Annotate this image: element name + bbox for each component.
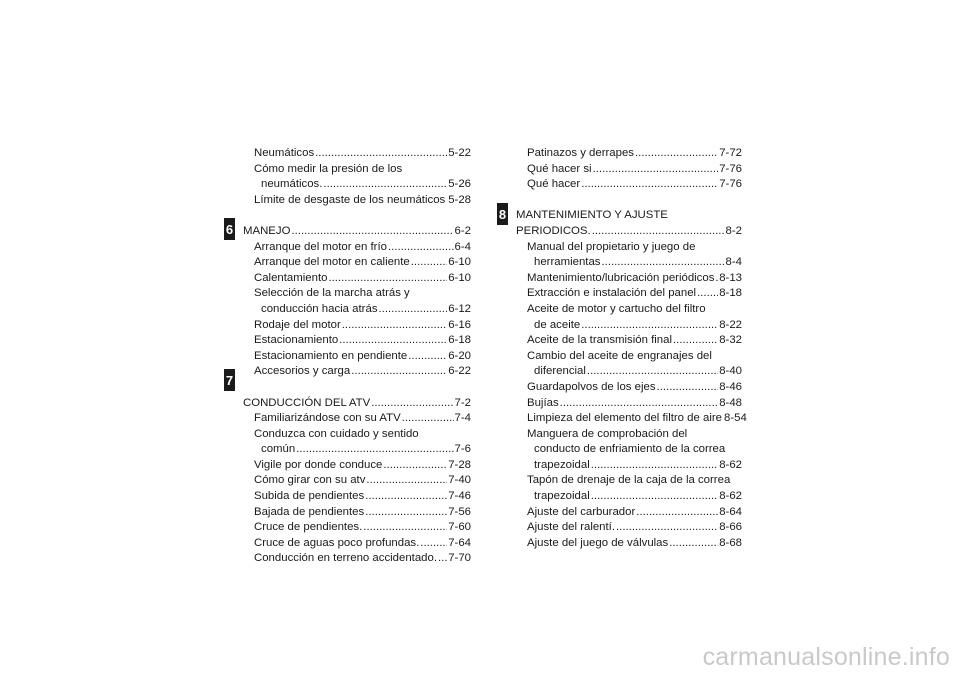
toc-entry-title: Accesorios y carga — [254, 365, 351, 378]
toc-entry-title: conducción hacia atrás — [261, 302, 378, 315]
toc-entry-title[interactable]: Cómo medir la presión de los — [254, 162, 403, 175]
toc-entry-title: neumáticos. — [261, 178, 323, 191]
toc-entry[interactable] — [516, 162, 742, 178]
toc-entry[interactable] — [516, 396, 742, 412]
toc-leader-dots — [715, 271, 718, 287]
toc-leader-dots — [592, 224, 725, 240]
toc-leader-dots — [438, 551, 447, 567]
spacer — [516, 193, 742, 209]
toc-entry-page: 8-40 — [719, 365, 742, 378]
toc-entry-title: común — [261, 443, 296, 456]
toc-entry-page: 8-32 — [719, 334, 742, 347]
toc-entry[interactable] — [516, 458, 742, 474]
toc-entry-page: 7-46 — [448, 490, 471, 503]
toc-entry-page: 5-22 — [448, 147, 471, 159]
toc-leader-dots — [365, 505, 447, 521]
toc-leader-dots — [328, 271, 447, 287]
toc-entry[interactable] — [516, 177, 742, 193]
toc-leader-dots — [383, 458, 447, 474]
toc-leader-dots — [365, 489, 447, 505]
toc-entry-page: 8-66 — [719, 521, 742, 534]
toc-leader-dots — [323, 177, 447, 193]
toc-leader-dots — [616, 520, 718, 536]
toc-entry-title[interactable]: Tapón de drenaje de la caja de la correa — [527, 474, 731, 487]
spacer — [243, 380, 471, 396]
toc-entry[interactable] — [243, 551, 471, 567]
toc-entry[interactable] — [516, 380, 742, 396]
toc-entry-title: herramientas — [534, 256, 601, 269]
toc-entry-title: CONDUCCIÓN DEL ATV — [243, 396, 371, 409]
toc-entry-title: Extracción e instalación del panel — [527, 287, 697, 300]
toc-entry-title[interactable]: Conduzca con cuidado y sentido — [254, 427, 419, 440]
toc-entry-page: 7-70 — [448, 552, 471, 565]
toc-entry-page: 5-28 — [448, 193, 471, 206]
toc-column-left — [243, 146, 471, 567]
toc-entry-page: 7-28 — [448, 458, 471, 471]
toc-entry[interactable] — [243, 473, 471, 489]
toc-leader-dots — [342, 318, 447, 334]
toc-entry-title: MANEJO — [243, 224, 291, 237]
toc-entry[interactable] — [243, 146, 471, 162]
toc-section-8 — [516, 208, 747, 551]
toc-entry-page: 8-2 — [725, 224, 742, 237]
toc-entry-page: 7-64 — [448, 536, 471, 549]
toc-leader-dots — [296, 442, 453, 458]
toc-entry[interactable] — [243, 333, 471, 349]
toc-entry[interactable] — [516, 271, 742, 287]
toc-leader-dots — [560, 396, 719, 412]
toc-entry-page: 6-2 — [454, 224, 471, 237]
toc-leader-dots — [402, 411, 454, 427]
toc-block-tyres — [243, 146, 471, 208]
toc-entry-title: Neumáticos — [254, 147, 315, 159]
toc-entry-page: 8-62 — [719, 490, 742, 503]
toc-leader-dots — [697, 286, 718, 302]
toc-leader-dots — [339, 333, 447, 349]
toc-entry-title: Vigile por donde conduce — [254, 458, 383, 471]
toc-entry-title: Ajuste del carburador — [527, 505, 636, 518]
section-marker-7: 7 — [224, 369, 235, 391]
toc-entry-page: 8-64 — [719, 505, 742, 518]
toc-entry[interactable] — [243, 240, 471, 256]
toc-entry-page: 8-18 — [719, 287, 742, 300]
toc-leader-dots — [673, 333, 718, 349]
toc-entry-title: Cruce de pendientes. — [254, 521, 363, 534]
toc-entry[interactable] — [243, 505, 471, 521]
toc-leader-dots — [446, 193, 447, 209]
toc-entry-title[interactable]: Cambio del aceite de engranajes del — [527, 349, 712, 362]
toc-entry-page: 6-10 — [448, 256, 471, 269]
toc-entry-page: 7-6 — [454, 443, 471, 456]
toc-leader-dots — [291, 224, 453, 240]
toc-entry-title: Arranque del motor en frío — [254, 240, 387, 253]
toc-entry-page: 8-13 — [719, 271, 742, 284]
toc-entry-title: diferencial — [534, 365, 586, 378]
toc-leader-dots — [601, 255, 724, 271]
toc-entry[interactable] — [243, 271, 471, 287]
toc-entry-page: 7-60 — [448, 521, 471, 534]
toc-entry-title[interactable]: MANTENIMIENTO Y AJUSTE — [516, 209, 668, 222]
toc-entry-title: Estacionamiento en pendiente — [254, 349, 408, 362]
toc-entry[interactable] — [243, 193, 471, 209]
toc-entry[interactable] — [243, 349, 471, 365]
toc-entry-page: 8-68 — [719, 536, 742, 549]
toc-entry-title: trapezoidal — [534, 490, 590, 503]
toc-entry[interactable] — [516, 489, 742, 505]
toc-leader-dots — [315, 146, 447, 162]
toc-leader-dots — [363, 520, 447, 536]
toc-entry[interactable] — [516, 224, 742, 240]
toc-entry[interactable] — [243, 318, 471, 334]
toc-entry[interactable] — [243, 255, 471, 271]
toc-entry-title[interactable]: Selección de la marcha atrás y — [254, 287, 410, 300]
toc-entry-page: 8-54 — [724, 412, 747, 425]
toc-section-7 — [243, 396, 471, 568]
toc-leader-dots — [420, 536, 447, 552]
toc-entry-title: Aceite de la transmisión final — [527, 334, 672, 347]
toc-entry-title: Patinazos y derrapes — [527, 147, 635, 159]
toc-entry-page: 5-26 — [448, 178, 471, 191]
toc-entry-page: 7-76 — [719, 162, 742, 175]
toc-entry-title: Mantenimiento/lubricación periódicos — [527, 271, 715, 284]
toc-entry-page: 7-56 — [448, 505, 471, 518]
toc-entry-title[interactable]: Aceite de motor y cartucho del filtro — [527, 302, 706, 315]
toc-entry-page: 8-62 — [719, 458, 742, 471]
toc-leader-dots — [669, 536, 718, 552]
toc-entry-title: Qué hacer si — [527, 162, 592, 175]
toc-entry-page: 7-4 — [454, 412, 471, 425]
spacer — [243, 208, 471, 224]
toc-entry[interactable] — [243, 411, 471, 427]
toc-entry-title: Estacionamiento — [254, 334, 339, 347]
toc-entry-page: 7-72 — [719, 147, 742, 159]
toc-leader-dots — [408, 349, 447, 365]
toc-entry-page: 6-18 — [448, 334, 471, 347]
toc-entry-title: Qué hacer — [527, 178, 581, 191]
toc-leader-dots — [371, 396, 453, 412]
toc-entry[interactable] — [516, 505, 742, 521]
section-marker-6: 6 — [224, 218, 235, 240]
toc-entry-title: Límite de desgaste de los neumáticos — [254, 193, 446, 206]
toc-leader-dots — [587, 364, 718, 380]
toc-leader-dots — [635, 146, 718, 162]
toc-block-skids — [516, 146, 742, 193]
toc-leader-dots — [591, 489, 718, 505]
toc-entry-page: 8-48 — [719, 396, 742, 409]
toc-entry[interactable] — [516, 536, 742, 552]
toc-entry-page: 7-76 — [719, 178, 742, 191]
toc-entry-page: 6-12 — [448, 302, 471, 315]
toc-entry-title: Conducción en terreno accidentado. — [254, 552, 438, 565]
toc-entry[interactable] — [243, 442, 471, 458]
toc-leader-dots — [366, 473, 447, 489]
toc-entry[interactable] — [243, 520, 471, 536]
toc-entry[interactable] — [243, 536, 471, 552]
toc-column-right — [516, 146, 747, 551]
toc-entry-page: 7-40 — [448, 474, 471, 487]
toc-entry-page: 8-22 — [719, 318, 742, 331]
toc-entry-title: Bujías — [527, 396, 559, 409]
toc-entry[interactable] — [243, 458, 471, 474]
toc-entry-page: 8-46 — [719, 380, 742, 393]
toc-leader-dots — [581, 177, 718, 193]
toc-entry-title: Limpieza del elemento del filtro de aire — [527, 412, 723, 425]
toc-leader-dots — [351, 364, 447, 380]
toc-entry-page: 6-10 — [448, 271, 471, 284]
toc-entry-title[interactable]: Manguera de comprobación del — [527, 427, 688, 440]
toc-entry-title: Ajuste del ralentí. — [527, 521, 616, 534]
toc-entry-title: Guardapolvos de los ejes — [527, 380, 656, 393]
toc-entry[interactable] — [516, 333, 742, 349]
toc-entry-title: Rodaje del motor — [254, 318, 341, 331]
toc-entry-page: 6-22 — [448, 365, 471, 378]
toc-entry[interactable] — [243, 364, 471, 380]
toc-entry-title: Familiarizándose con su ATV — [254, 412, 401, 425]
toc-entry-page: 6-4 — [454, 240, 471, 253]
toc-leader-dots — [591, 458, 718, 474]
watermark: carmanualsonline.info — [702, 643, 950, 671]
toc-leader-dots — [581, 318, 718, 334]
toc-entry[interactable] — [243, 224, 471, 240]
toc-leader-dots — [388, 240, 454, 256]
toc-leader-dots — [593, 162, 719, 178]
toc-entry[interactable] — [516, 364, 742, 380]
toc-entry-title: Subida de pendientes — [254, 490, 365, 503]
toc-entry-title: Cruce de aguas poco profundas. — [254, 536, 420, 549]
toc-entry[interactable] — [516, 146, 742, 162]
toc-entry-page: 6-20 — [448, 349, 471, 362]
toc-entry[interactable] — [516, 411, 747, 427]
toc-entry-title[interactable]: conducto de enfriamiento de la correa — [534, 443, 726, 456]
toc-entry-title: de aceite — [534, 318, 581, 331]
toc-leader-dots — [636, 505, 718, 521]
toc-entry[interactable] — [516, 255, 742, 271]
toc-entry[interactable] — [243, 177, 471, 193]
toc-entry-page: 7-2 — [454, 396, 471, 409]
toc-entry-title: PERIODICOS. — [516, 224, 591, 237]
toc-entry-title: Calentamiento — [254, 271, 328, 284]
toc-entry[interactable] — [243, 489, 471, 505]
toc-entry-title: Cómo girar con su atv — [254, 474, 366, 487]
toc-leader-dots — [411, 255, 447, 271]
toc-entry[interactable] — [516, 318, 742, 334]
toc-entry-page: 6-16 — [448, 318, 471, 331]
toc-leader-dots — [379, 302, 448, 318]
toc-entry-page: 8-4 — [725, 256, 742, 269]
toc-entry[interactable] — [516, 520, 742, 536]
toc-entry-title[interactable]: Manual del propietario y juego de — [527, 240, 696, 253]
toc-leader-dots — [657, 380, 719, 396]
section-marker-8: 8 — [497, 203, 508, 225]
toc-entry-title: Bajada de pendientes — [254, 505, 365, 518]
toc-entry-title: Ajuste del juego de válvulas — [527, 536, 669, 549]
toc-entry[interactable] — [243, 302, 471, 318]
toc-section-6 — [243, 224, 471, 380]
toc-entry[interactable] — [243, 396, 471, 412]
toc-entry[interactable] — [516, 286, 742, 302]
toc-entry-title: Arranque del motor en caliente — [254, 256, 410, 269]
toc-entry-title: trapezoidal — [534, 458, 590, 471]
